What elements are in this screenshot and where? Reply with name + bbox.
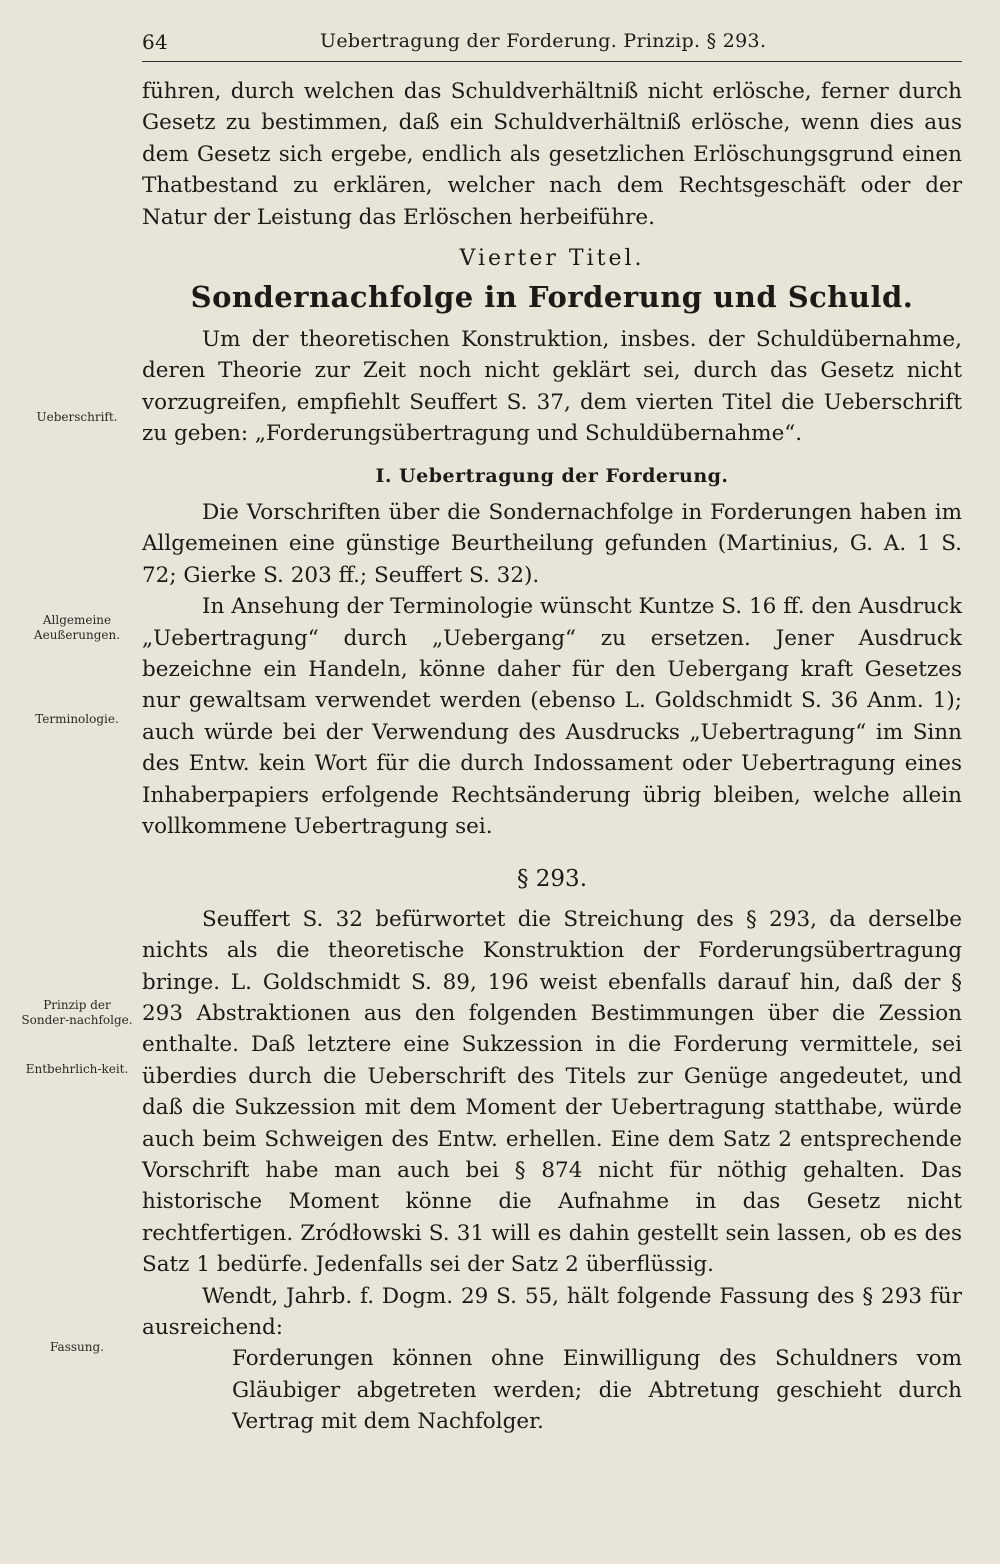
main-text (142, 76, 962, 1438)
paragraph-sign: § 293. (516, 866, 588, 893)
page-number: 64 (142, 30, 169, 54)
margin-note-fassung: Fassung. (50, 1340, 104, 1354)
quoted-provision: Forderungen können ohne Einwilligung des Schuldners vom Gläubiger abgetreten werden; die Abtretung geschieht durch Vertrag mit dem Nachfolger. (232, 1346, 962, 1435)
margin-note-terminologie: Terminologie. (35, 712, 119, 726)
page-header (142, 22, 962, 62)
margin-note-ueberschrift: Ueberschrift. (36, 410, 118, 424)
paragraph-allgemeine: Die Vorschriften über die Sondernachfolge in Forderungen haben im Allgemeinen eine günstige Beurtheilung gefunden (Martinius, G. A. 1 S. 72; Gierke S. 203 ff.; Seuffert S. 32). (142, 499, 962, 588)
paragraph-ueberschrift: Um der theoretischen Konstruktion, insbes. der Schuldübernahme, deren Theorie zur Zeit noch nicht geklärt sei, durch das Gesetz nicht vorzugreifen, empfiehlt Seuffert S. 37, dem vierten Titel die Ueberschrift zu geben: „Forderungsübertragung und Schuldübernahme“. (142, 326, 962, 447)
margin-note-prinzip: Prinzip der Sonder-nachfolge. (21, 998, 133, 1027)
paragraph-prinzip: Seuffert S. 32 befürwortet die Streichung des § 293, da derselbe nichts als die theoretische Konstruktion der Forderungsübertragung bringe. L. Goldschmidt S. 89, 196 weist ebenfalls darauf hin, daß der § 293 Abstraktionen aus den folgenden Bestimmungen über die Zession enthalte. Daß letztere eine Sukzession in die Forderung vermittele, sei überdies durch die Ueberschrift des Titels zur Genüge angedeutet, und daß die Sukzession mit dem Moment der Uebertragung statthabe, würde auch beim Schweigen des Entw. erhellen. Eine dem Satz 2 entsprechende Vorschrift habe man auch bei § 874 nicht für nöthig gehalten. Das historische Moment könne die Aufnahme in das Gesetz nicht rechtfertigen. Zródłowski S. 31 will es dahin gestellt sein lassen, ob es des Satz 1 bedürfe. Jedenfalls sei der Satz 2 überflüssig. (142, 906, 962, 1278)
paragraph-fassung: Wendt, Jahrb. f. Dogm. 29 S. 55, hält folgende Fassung des § 293 für ausreichend: (142, 1283, 962, 1341)
title-heading: Sondernachfolge in Forderung und Schuld. (190, 280, 914, 315)
title-number: Vierter Titel. (459, 246, 645, 272)
margin-note-allgemeine: Allgemeine Aeußerungen. (33, 613, 121, 642)
section-heading: I. Uebertragung der Forderung. (375, 465, 729, 488)
margin-note-entbehrlichkeit: Entbehrlich-keit. (25, 1062, 129, 1076)
header-rule (142, 61, 962, 62)
running-title: Uebertragung der Forderung. Prinzip. § 293. (320, 30, 767, 52)
intro-paragraph: führen, durch welchen das Schuldverhältniß nicht erlösche, ferner durch Gesetz zu bestimmen, daß ein Schuldverhältniß erlösche, wenn dies aus dem Gesetz sich ergebe, endlich als gesetzlichen Erlöschungsgrund einen Thatbestand zu erklären, welcher nach dem Rechtsgeschäft oder der Natur der Leistung das Erlöschen herbeiführe. (142, 79, 962, 230)
paragraph-terminologie: In Ansehung der Terminologie wünscht Kuntze S. 16 ff. den Ausdruck „Uebertragung“ durch „Uebergang“ zu ersetzen. Jener Ausdruck bezeichne ein Handeln, könne daher für den Uebergang kraft Gesetzes nur gewaltsam verwendet werden (ebenso L. Goldschmidt S. 36 Anm. 1); auch würde bei der Verwendung des Ausdrucks „Uebertragung“ im Sinn des Entw. kein Wort für die durch Indossament oder Uebertragung eines Inhaberpapiers erfolgende Rechtsänderung übrig bleiben, welche allein vollkommene Uebertragung sei. (142, 594, 962, 839)
